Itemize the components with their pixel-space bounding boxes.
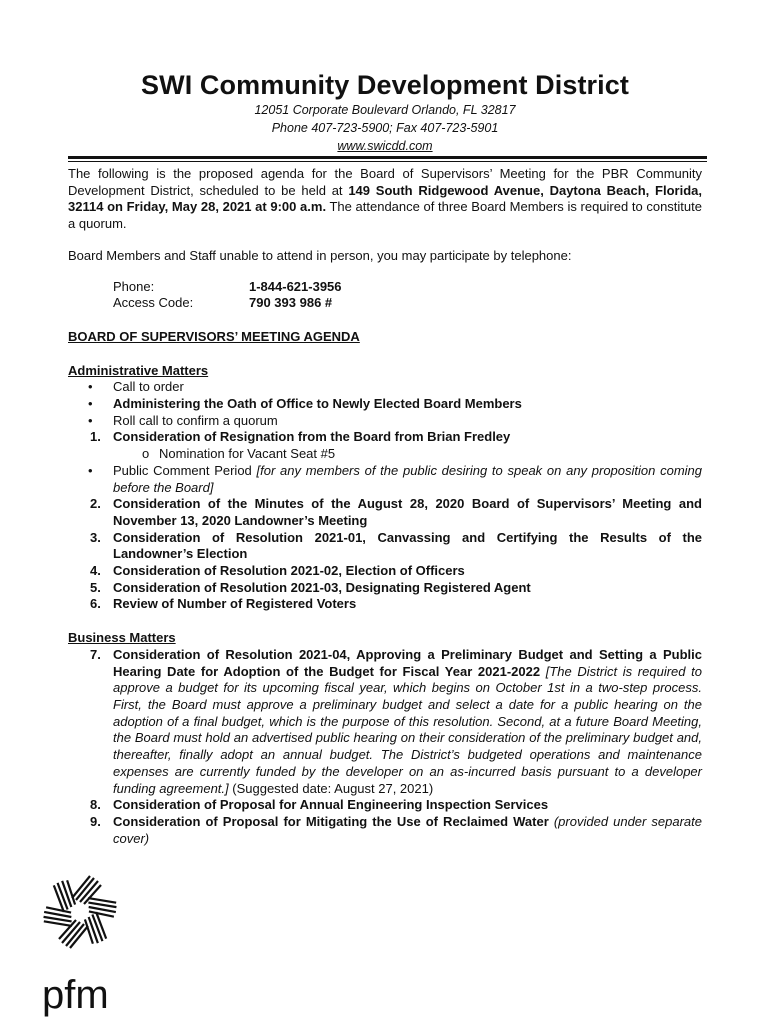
list-item bbox=[68, 429, 702, 446]
bullet-icon: • bbox=[88, 412, 93, 428]
item-note: [for any members of the public desiring to speak on any proposition coming before the Board] bbox=[113, 462, 703, 495]
list-item bbox=[68, 563, 702, 580]
item-suggested-date: (Suggested date: August 27, 2021) bbox=[228, 780, 434, 796]
list-item bbox=[68, 379, 702, 396]
list-item bbox=[68, 596, 702, 613]
access-code-value: 790 393 986 # bbox=[249, 295, 333, 311]
bullet-icon: • bbox=[88, 462, 93, 478]
dial-in-info bbox=[113, 279, 702, 312]
item-number: 6. bbox=[90, 596, 101, 612]
item-text: Consideration of Proposal for Mitigating the Use of Reclaimed Water bbox=[113, 813, 549, 829]
item-number: 9. bbox=[90, 813, 101, 829]
telephone-note: Board Members and Staff unable to attend in person, you may participate by telephone: bbox=[68, 247, 572, 263]
address-line: 12051 Corporate Boulevard Orlando, FL 32817 bbox=[254, 103, 516, 117]
pfm-logo-icon bbox=[36, 868, 126, 1018]
pfm-logo bbox=[36, 868, 126, 1018]
item-number: 8. bbox=[90, 797, 101, 813]
list-item bbox=[68, 413, 702, 430]
header-divider-thick bbox=[68, 156, 707, 159]
admin-heading: Administrative Matters bbox=[68, 362, 209, 378]
bullet-icon: • bbox=[88, 379, 93, 395]
phone-fax-line: Phone 407-723-5900; Fax 407-723-5901 bbox=[271, 121, 499, 135]
district-title: SWI Community Development District bbox=[141, 70, 629, 100]
intro-text-a: The following is the proposed agenda for the Board of Supervisors’ Meeting for the PBR Community Development District, scheduled to be held at bbox=[68, 166, 702, 198]
item-number: 4. bbox=[90, 563, 101, 579]
item-text: Consideration of Resolution 2021-04, Approving a Preliminary Budget and Setting a Public Hearing Date for Adoption of the Budget for Fiscal Year 2021-2022 bbox=[113, 646, 702, 679]
item-text: Review of Number of Registered Voters bbox=[113, 596, 357, 612]
list-item bbox=[68, 814, 702, 847]
item-text: Call to order bbox=[113, 379, 184, 395]
phone-value: 1-844-621-3956 bbox=[249, 278, 342, 294]
sub-item-text: Nomination for Vacant Seat #5 bbox=[159, 446, 336, 462]
pfm-logo-text: pfm bbox=[42, 973, 109, 1017]
agenda-body bbox=[68, 166, 702, 847]
item-text: Public Comment Period bbox=[113, 462, 257, 478]
header-divider-thin bbox=[68, 161, 707, 162]
access-code-row bbox=[113, 295, 702, 312]
list-item bbox=[68, 797, 702, 814]
meeting-location-datetime: 149 South Ridgewood Avenue, Daytona Beach, Florida, 32114 on Friday, May 28, 2021 at 9:00 a.m. bbox=[68, 182, 702, 215]
list-item bbox=[68, 580, 702, 597]
item-text: Roll call to confirm a quorum bbox=[113, 412, 278, 428]
list-item bbox=[68, 463, 702, 496]
list-item bbox=[68, 647, 702, 797]
sub-item bbox=[68, 446, 702, 463]
item-note: (provided under separate cover) bbox=[113, 813, 703, 846]
list-item bbox=[68, 530, 702, 563]
item-text: Consideration of Resolution 2021-02, Election of Officers bbox=[113, 563, 465, 579]
item-number: 5. bbox=[90, 579, 101, 595]
item-number: 2. bbox=[90, 496, 101, 512]
item-number: 3. bbox=[90, 529, 101, 545]
access-code-label: Access Code: bbox=[113, 295, 194, 311]
item-number: 1. bbox=[90, 429, 101, 445]
business-heading: Business Matters bbox=[68, 630, 176, 646]
list-item bbox=[68, 396, 702, 413]
list-item bbox=[68, 496, 702, 529]
intro-paragraph bbox=[68, 166, 702, 233]
item-text: Consideration of Resolution 2021-03, Designating Registered Agent bbox=[113, 579, 531, 595]
item-text: Consideration of Resolution 2021-01, Canvassing and Certifying the Results of the Landowner’s Election bbox=[113, 529, 702, 562]
item-note: [The District is required to approve a budget for its upcoming fiscal year, which begins on October 1st in a two-step process. First, the Board must approve a preliminary budget and select a date for a public hearing on the adoption of a final budget, which is the purpose of this resolution. Second, at a future Board Meeting, the Board must hold an advertised public hearing on their consideration of the preliminary budget and, thereafter, finally adopt an annual budget. The District’s budgeted operations and maintenance expenses are currently funded by the developer on an as-incurred basis pursuant to a developer funding agreement.] bbox=[113, 663, 702, 796]
item-text: Consideration of Resignation from the Board from Brian Fredley bbox=[113, 429, 511, 445]
agenda-title: BOARD OF SUPERVISORS’ MEETING AGENDA bbox=[68, 328, 360, 344]
website-link[interactable]: www.swicdd.com bbox=[337, 139, 433, 153]
bullet-icon: • bbox=[88, 396, 93, 412]
circle-bullet-icon: o bbox=[142, 446, 150, 462]
item-text: Consideration of Proposal for Annual Engineering Inspection Services bbox=[113, 797, 549, 813]
intro-text-b: The attendance of three Board Members is required to constitute a quorum. bbox=[68, 199, 702, 232]
item-number: 7. bbox=[90, 646, 101, 662]
item-text: Consideration of the Minutes of the August 28, 2020 Board of Supervisors’ Meeting and November 13, 2020 Landowner’s Meeting bbox=[113, 496, 702, 528]
item-text: Administering the Oath of Office to Newly Elected Board Members bbox=[113, 396, 522, 412]
phone-label: Phone: bbox=[113, 278, 155, 294]
phone-row bbox=[113, 279, 702, 296]
